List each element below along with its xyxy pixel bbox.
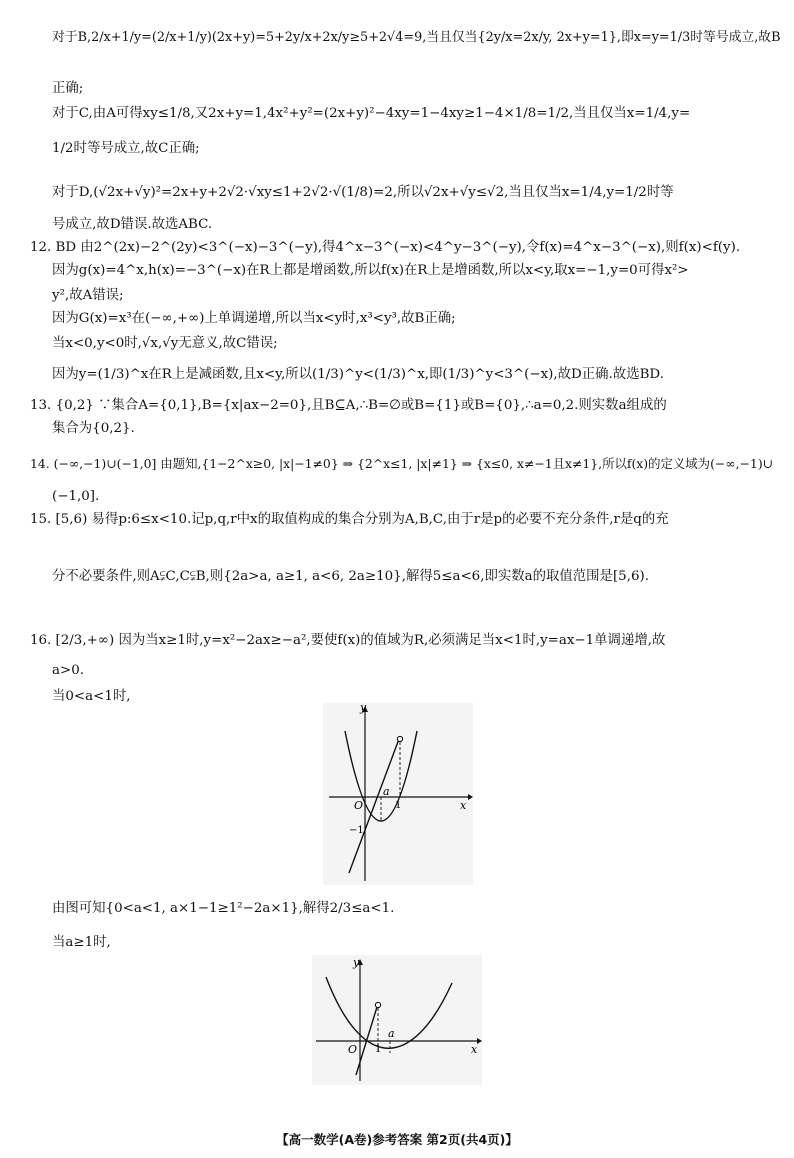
a-tick-label: a — [388, 1027, 395, 1040]
text-line-16: (−1,0]. — [52, 489, 100, 504]
open-endpoint — [397, 736, 402, 741]
text-line-20: a>0. — [52, 663, 84, 678]
origin-label: O — [354, 799, 364, 812]
text-line-18: 分不必要条件,则A⫋C,C⫋B,则{2a>a, a≥1, a<6, 2a≥10},解得5≤a<6,即实数a的取值范围是[5,6). — [52, 569, 649, 584]
y-axis-label: y — [360, 703, 367, 714]
text-line-04: 1/2时等号成立,故C正确; — [52, 141, 200, 156]
text-line-21: 当0<a<1时, — [52, 689, 131, 704]
text-line-07: 12. BD 由2^(2x)−2^(2y)<3^(−x)−3^(−y),得4^x−3^(−x)<4^y−3^(−y),令f(x)=4^x−3^(−x),则f(x)<f(y). — [30, 240, 741, 255]
text-line-12: 因为y=(1/3)^x在R上是减函数,且x<y,所以(1/3)^y<(1/3)^x,即(1/3)^y<3^(−x),故D正确.故选BD. — [52, 367, 664, 382]
minus-one-label: −1 — [349, 825, 364, 836]
y-axis-label: y — [353, 956, 360, 969]
graph-figure-1 — [323, 703, 473, 885]
text-line-11: 当x<0,y<0时,√x,√y无意义,故C错误; — [52, 336, 278, 351]
text-line-13: 13. {0,2} ∵集合A={0,1},B={x|ax−2=0},且B⊆A,∴B=∅或B={1}或B={0},∴a=0,2.则实数a组成的 — [30, 398, 667, 413]
open-endpoint — [375, 1002, 380, 1007]
text-line-17: 15. [5,6) 易得p:6≤x<10.记p,q,r中x的取值构成的集合分别为A,B,C,由于r是p的必要不充分条件,r是q的充 — [30, 512, 669, 527]
text-line-03: 对于C,由A可得xy≤1/8,又2x+y=1,4x²+y²=(2x+y)²−4xy=1−4xy≥1−4×1/8=1/2,当且仅当x=1/4,y= — [52, 106, 691, 121]
graph-figure-2 — [312, 955, 482, 1085]
text-line-15: 14. (−∞,−1)∪(−1,0] 由题知,{1−2^x≥0, |x|−1≠0} ⇒ {2^x≤1, |x|≠1} ⇒ {x≤0, x≠−1且x≠1},所以f(x)的定义域为(−∞,−1)∪ — [30, 456, 774, 471]
x-axis-label: x — [460, 799, 467, 812]
x-axis-arrow — [477, 1038, 482, 1044]
text-line-05: 对于D,(√2x+√y)²=2x+y+2√2·√xy≤1+2√2·√(1/8)=2,所以√2x+√y≤√2,当且仅当x=1/4,y=1/2时等 — [52, 185, 674, 200]
one-tick-label: 1 — [375, 1044, 382, 1055]
text-line-02: 正确; — [52, 81, 84, 96]
text-line-10: 因为G(x)=x³在(−∞,+∞)上单调递增,所以当x<y时,x³<y³,故B正确; — [52, 311, 456, 326]
text-line-01: 对于B,2/x+1/y=(2/x+1/y)(2x+y)=5+2y/x+2x/y≥5+2√4=9,当且仅当{2y/x=2x/y, 2x+y=1},即x=y=1/3时等号成立,故B — [52, 30, 781, 45]
text-line-19: 16. [2/3,+∞) 因为当x≥1时,y=x²−2ax≥−a²,要使f(x)的值域为R,必须满足当x<1时,y=ax−1单调递增,故 — [30, 633, 666, 648]
text-line-06: 号成立,故D错误.故选ABC. — [52, 217, 213, 232]
x-axis-label: x — [471, 1043, 478, 1056]
text-line-08: 因为g(x)=4^x,h(x)=−3^(−x)在R上都是增函数,所以f(x)在R上是增函数,所以x<y,取x=−1,y=0可得x²> — [52, 263, 689, 278]
origin-label: O — [348, 1043, 358, 1056]
text-line-09: y²,故A错误; — [52, 288, 124, 303]
text-line-14: 集合为{0,2}. — [52, 421, 135, 436]
x-axis-arrow — [468, 794, 473, 800]
text-line-22: 由图可知{0<a<1, a×1−1≥1²−2a×1},解得2/3≤a<1. — [52, 901, 395, 916]
a-tick-label: a — [383, 785, 390, 798]
one-tick-label: 1 — [395, 800, 402, 811]
page-footer: 【高一数学(A卷)参考答案 第2页(共4页)】 — [276, 1132, 518, 1147]
text-line-23: 当a≥1时, — [52, 935, 111, 950]
